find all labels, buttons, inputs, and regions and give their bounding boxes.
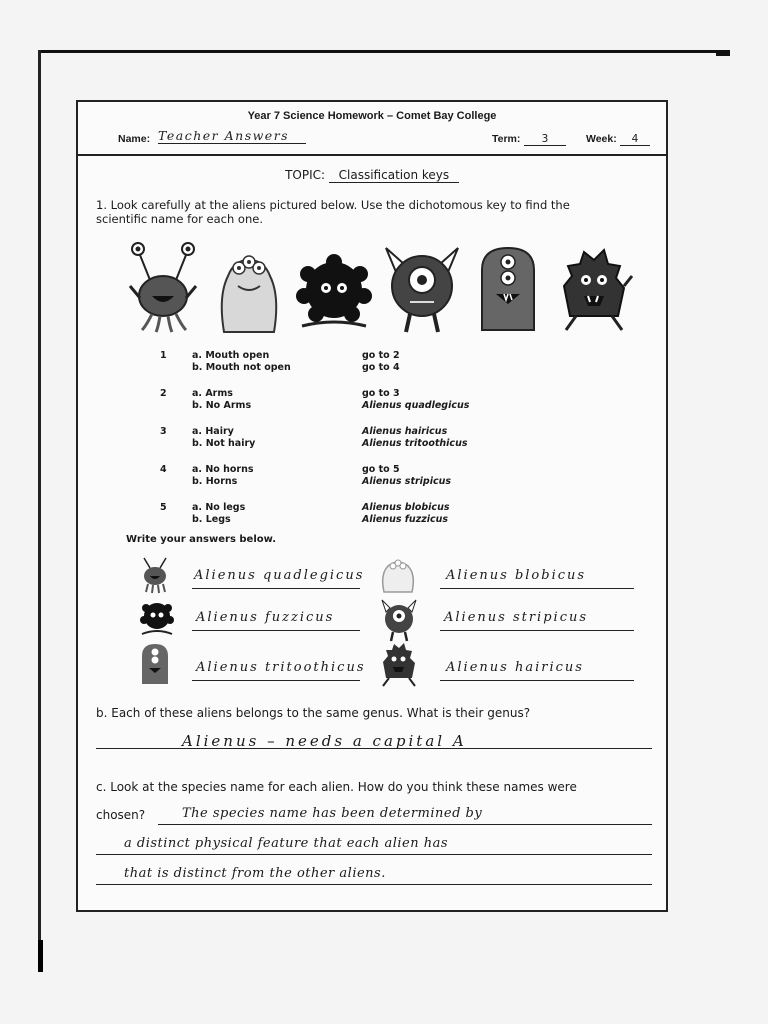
key-step-2	[118, 388, 538, 416]
key-result-b: Alienus tritoothicus	[362, 438, 468, 449]
key-option-a: a. No horns	[192, 464, 254, 475]
scan-edge-left-mark	[38, 940, 43, 972]
key-step-number: 3	[160, 426, 167, 437]
answer-text: Alienus quadlegicus	[194, 568, 365, 583]
week-value: 4	[620, 133, 650, 146]
key-step-1	[118, 350, 538, 378]
question-c-line-1	[158, 824, 652, 825]
topic	[78, 168, 666, 183]
scan-edge-top-mark	[716, 50, 730, 56]
question-b-answer: Alienus – needs a capital A	[182, 732, 467, 750]
answer-text: Alienus tritoothicus	[196, 660, 366, 675]
key-result-b: Alienus fuzzicus	[362, 514, 449, 525]
topic-value: Classification keys	[329, 168, 459, 183]
write-answers-prompt: Write your answers below.	[126, 534, 277, 545]
question-c-answer-line-1: The species name has been determined by	[182, 806, 483, 821]
key-result-a: Alienus hairicus	[362, 426, 448, 437]
answer-text: Alienus stripicus	[444, 610, 589, 625]
key-option-a: a. No legs	[192, 502, 246, 513]
key-step-number: 1	[160, 350, 167, 361]
alien-lineup	[124, 240, 644, 340]
question-b-text: b. Each of these aliens belongs to the same genus. What is their genus?	[96, 706, 531, 720]
alien-tritoothicus-image	[476, 244, 540, 334]
key-step-number: 4	[160, 464, 167, 475]
key-option-a: a. Arms	[192, 388, 233, 399]
alien-stripicus-thumb	[378, 598, 420, 642]
key-option-b: b. Not hairy	[192, 438, 256, 449]
question-c-answer-line-2: a distinct physical feature that each alien has	[124, 836, 448, 851]
key-result-a: go to 3	[362, 388, 400, 399]
answer-text: Alienus blobicus	[446, 568, 587, 583]
alien-tritoothicus-thumb	[138, 642, 172, 686]
key-option-b: b. Legs	[192, 514, 231, 525]
key-result-b: Alienus stripicus	[362, 476, 452, 487]
name-value: Teacher Answers	[158, 128, 306, 144]
question-c-line-2	[96, 854, 652, 855]
answer-text: Alienus hairicus	[446, 660, 584, 675]
name-label: Name:	[118, 133, 151, 145]
alien-quadlegicus-image	[128, 240, 198, 336]
scan-edge-left	[38, 50, 41, 970]
key-result-a: go to 5	[362, 464, 400, 475]
answer-text: Alienus fuzzicus	[196, 610, 335, 625]
worksheet	[76, 100, 668, 912]
question-c-text: c. Look at the species name for each alien. How do you think these names were	[96, 780, 577, 794]
key-step-number: 2	[160, 388, 167, 399]
question-c-answer-line-3: that is distinct from the other aliens.	[124, 866, 386, 881]
alien-hairicus-image	[554, 246, 634, 336]
term-label: Term:	[492, 133, 521, 145]
key-option-b: b. Horns	[192, 476, 238, 487]
key-step-3	[118, 426, 538, 454]
alien-quadlegicus-thumb	[138, 554, 172, 594]
key-step-number: 5	[160, 502, 167, 513]
key-result-a: Alienus blobicus	[362, 502, 450, 513]
alien-fuzzicus-image	[294, 254, 374, 334]
question-c-line-3	[96, 884, 652, 885]
worksheet-header	[78, 102, 666, 156]
week-label: Week:	[586, 133, 617, 145]
key-result-b: Alienus quadlegicus	[362, 400, 470, 411]
key-result-b: go to 4	[362, 362, 400, 373]
alien-stripicus-image	[380, 242, 464, 336]
key-step-4	[118, 464, 538, 492]
scan-edge-top	[38, 50, 730, 53]
alien-blobicus-thumb	[378, 554, 418, 594]
alien-blobicus-image	[214, 246, 284, 334]
term-value: 3	[524, 133, 566, 146]
key-result-a: go to 2	[362, 350, 400, 361]
question-1-text: 1. Look carefully at the aliens pictured below. Use the dichotomous key to find the scientific name for each one.	[96, 198, 570, 226]
alien-hairicus-thumb	[378, 642, 420, 688]
topic-label: TOPIC:	[285, 168, 326, 182]
key-option-b: b. Mouth not open	[192, 362, 291, 373]
alien-fuzzicus-thumb	[138, 598, 176, 638]
key-option-b: b. No Arms	[192, 400, 252, 411]
worksheet-title: Year 7 Science Homework – Comet Bay College	[247, 110, 497, 122]
question-c-text-2: chosen?	[96, 808, 146, 822]
key-step-5	[118, 502, 538, 530]
key-option-a: a. Mouth open	[192, 350, 270, 361]
key-option-a: a. Hairy	[192, 426, 234, 437]
